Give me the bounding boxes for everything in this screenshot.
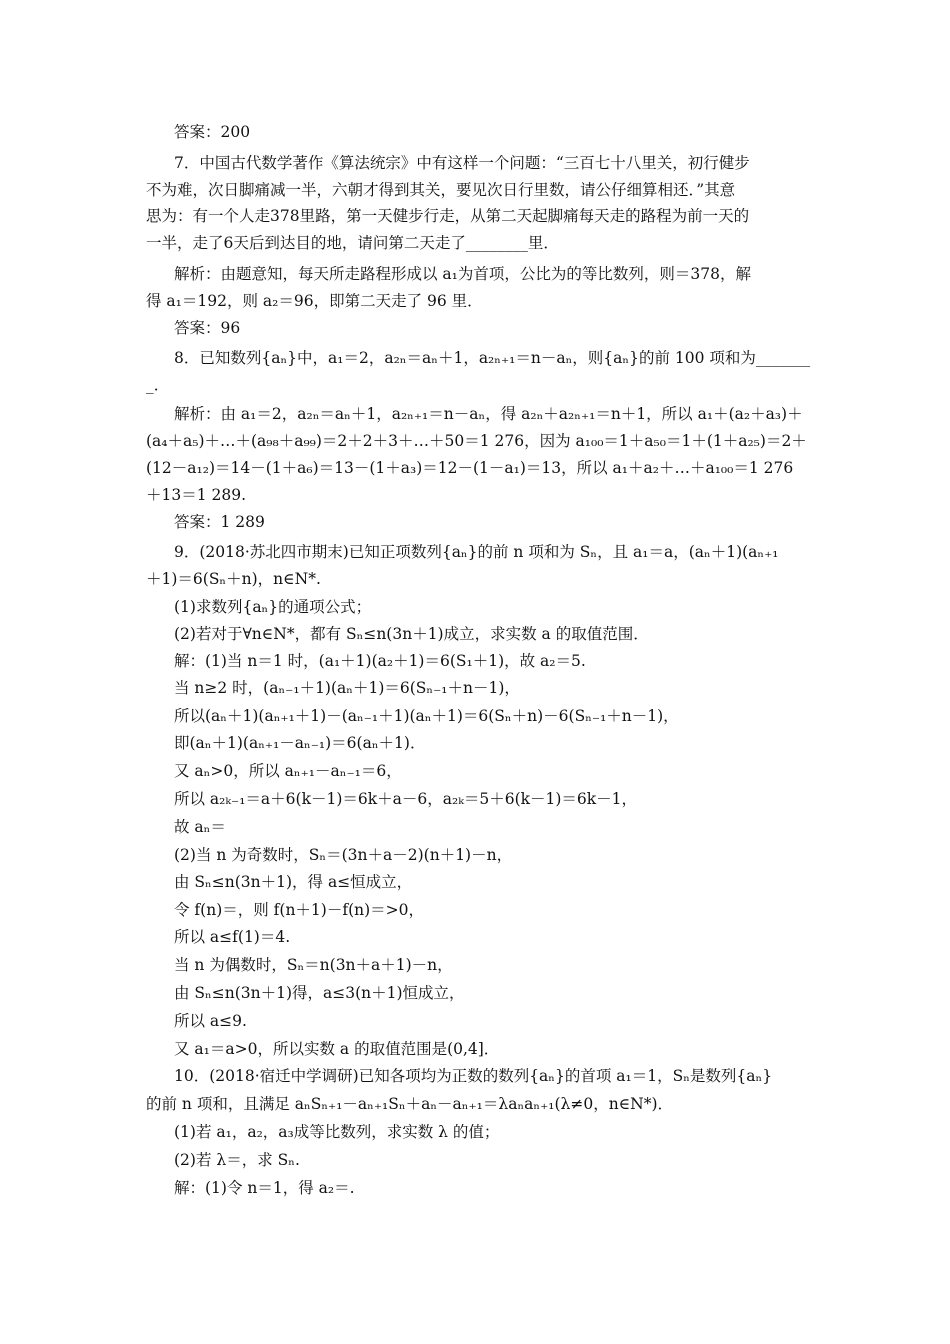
solution-9-line-14: 所以 a≤9.: [174, 1012, 247, 1030]
solution-9-line-10: 令 f(n)＝，则 f(n＋1)－f(n)＝>0，: [174, 901, 425, 919]
problem-7-line-2: 不为难，次日脚痛减一半，六朝才得到其关，要见次日行里数，请公仔细算相还．”其意: [146, 181, 736, 199]
problem-7-line-1: 7．中国古代数学著作《算法统宗》中有这样一个问题：“三百七十八里关，初行健步: [174, 154, 750, 172]
solution-8-line-3: (12－a₁₂)＝14－(1＋a₆)＝13－(1＋a₃)＝12－(1－a₁)＝13，所以 a₁＋a₂＋…＋a₁₀₀＝1 276: [146, 459, 794, 477]
solution-9-line-12: 当 n 为偶数时，Sₙ＝n(3n＋a＋1)－n，: [174, 956, 453, 974]
solution-9-line-15: 又 a₁＝a>0，所以实数 a 的取值范围是(0,4]．: [174, 1040, 500, 1058]
problem-10-part-2: (2)若 λ＝，求 Sₙ.: [174, 1151, 300, 1169]
solution-9-line-8: (2)当 n 为奇数时，Sₙ＝(3n＋a－2)(n＋1)－n，: [174, 846, 513, 864]
solution-9-line-9: 由 Sₙ≤n(3n＋1)，得 a≤恒成立，: [174, 873, 413, 891]
solution-9-line-6: 所以 a₂ₖ₋₁＝a＋6(k－1)＝6k＋a－6，a₂ₖ＝5＋6(k－1)＝6k－1，: [174, 790, 638, 808]
solution-7-line-2: 得 a₁＝192，则 a₂＝96，即第二天走了 96 里．: [146, 292, 483, 310]
solution-10-line-1: 解：(1)令 n＝1，得 a₂＝.: [174, 1179, 355, 1197]
answer-6: 答案：200: [174, 123, 251, 141]
answer-8: 答案：1 289: [174, 513, 265, 531]
problem-8-line-1: 8．已知数列{aₙ}中，a₁＝2，a₂ₙ＝aₙ＋1，a₂ₙ₊₁＝n－aₙ，则{aₙ}的前 100 项和为_______: [174, 349, 811, 367]
solution-7-line-1: 解析：由题意知，每天所走路程形成以 a₁为首项，公比为的等比数列，则＝378，解: [174, 265, 751, 283]
problem-8-line-2: _．: [146, 376, 170, 394]
solution-9-line-4: 即(aₙ＋1)(aₙ₊₁－aₙ₋₁)＝6(aₙ＋1)．: [174, 734, 426, 752]
solution-9-line-2: 当 n≥2 时，(aₙ₋₁＋1)(aₙ＋1)＝6(Sₙ₋₁＋n－1)，: [174, 679, 520, 697]
solution-9-line-1: 解：(1)当 n＝1 时，(a₁＋1)(a₂＋1)＝6(S₁＋1)，故 a₂＝5.: [174, 652, 586, 670]
solution-9-line-5: 又 aₙ>0，所以 aₙ₊₁－aₙ₋₁＝6，: [174, 762, 402, 780]
solution-8-line-2: (a₄＋a₅)＋…＋(a₉₈＋a₉₉)＝2＋2＋3＋…＋50＝1 276，因为 a₁₀₀＝1＋a₅₀＝1＋(1＋a₂₅)＝2＋: [146, 432, 807, 450]
answer-7: 答案：96: [174, 319, 241, 337]
solution-9-line-3: 所以(aₙ＋1)(aₙ₊₁＋1)－(aₙ₋₁＋1)(aₙ＋1)＝6(Sₙ＋n)－6(Sₙ₋₁＋n－1)，: [174, 707, 679, 725]
solution-8-line-4: ＋13＝1 289.: [146, 486, 247, 504]
problem-9-line-1: 9．(2018·苏北四市期末)已知正项数列{aₙ}的前 n 项和为 Sₙ，且 a₁＝a，(aₙ＋1)(aₙ₊₁: [174, 543, 779, 561]
solution-9-line-13: 由 Sₙ≤n(3n＋1)得，a≤3(n＋1)恒成立，: [174, 984, 465, 1002]
solution-9-line-11: 所以 a≤f(1)＝4.: [174, 928, 291, 946]
problem-9-line-2: ＋1)＝6(Sₙ＋n)，n∈N*.: [146, 570, 321, 588]
problem-9-part-2: (2)若对于∀n∈N*，都有 Sₙ≤n(3n＋1)成立，求实数 a 的取值范围．: [174, 625, 649, 643]
problem-10-line-1: 10．(2018·宿迁中学调研)已知各项均为正数的数列{aₙ}的首项 a₁＝1，Sₙ是数列{aₙ}: [174, 1067, 773, 1085]
problem-9-part-1: (1)求数列{aₙ}的通项公式；: [174, 598, 372, 616]
solution-9-line-7: 故 aₙ＝: [174, 818, 226, 836]
problem-7-line-3: 思为：有一个人走378里路，第一天健步行走，从第二天起脚痛每天走的路程为前一天的: [146, 207, 750, 225]
problem-7-line-4: 一半，走了6天后到达目的地，请问第二天走了________里．: [146, 234, 559, 252]
problem-10-line-2: 的前 n 项和，且满足 aₙSₙ₊₁－aₙ₊₁Sₙ＋aₙ－aₙ₊₁＝λaₙaₙ₊₁(λ≠0，n∈N*)．: [146, 1095, 674, 1113]
problem-10-part-1: (1)若 a₁，a₂，a₃成等比数列，求实数 λ 的值；: [174, 1123, 500, 1141]
solution-8-line-1: 解析：由 a₁＝2，a₂ₙ＝aₙ＋1，a₂ₙ₊₁＝n－aₙ，得 a₂ₙ＋a₂ₙ₊₁＝n＋1，所以 a₁＋(a₂＋a₃)＋: [174, 405, 803, 423]
